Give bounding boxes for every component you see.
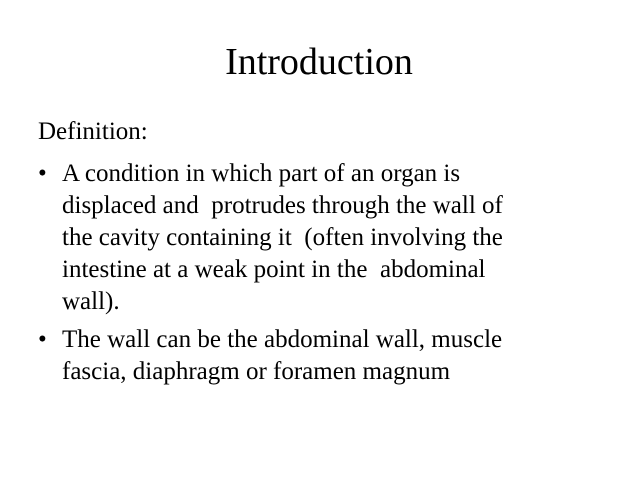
slide-body <box>38 116 598 394</box>
bullet-text-line: A condition in which part of an organ is <box>62 160 461 187</box>
bullet-item <box>38 158 598 318</box>
bullet-text-line: The wall can be the abdominal wall, muscle <box>62 326 503 353</box>
bullet-text-line: intestine at a weak point in the abdominal <box>62 256 486 283</box>
bullet-icon: • <box>38 160 47 187</box>
bullet-text-line: displaced and protrudes through the wall of <box>62 192 503 219</box>
bullet-text-line: wall). <box>62 288 120 315</box>
bullet-item <box>38 324 598 388</box>
bullet-text-line: fascia, diaphragm or foramen magnum <box>62 358 451 385</box>
slide-title: Introduction <box>225 41 413 83</box>
bullet-icon: • <box>38 326 47 353</box>
bullet-text-line: the cavity containing it (often involving the <box>62 224 503 251</box>
definition-heading: Definition: <box>38 118 148 145</box>
